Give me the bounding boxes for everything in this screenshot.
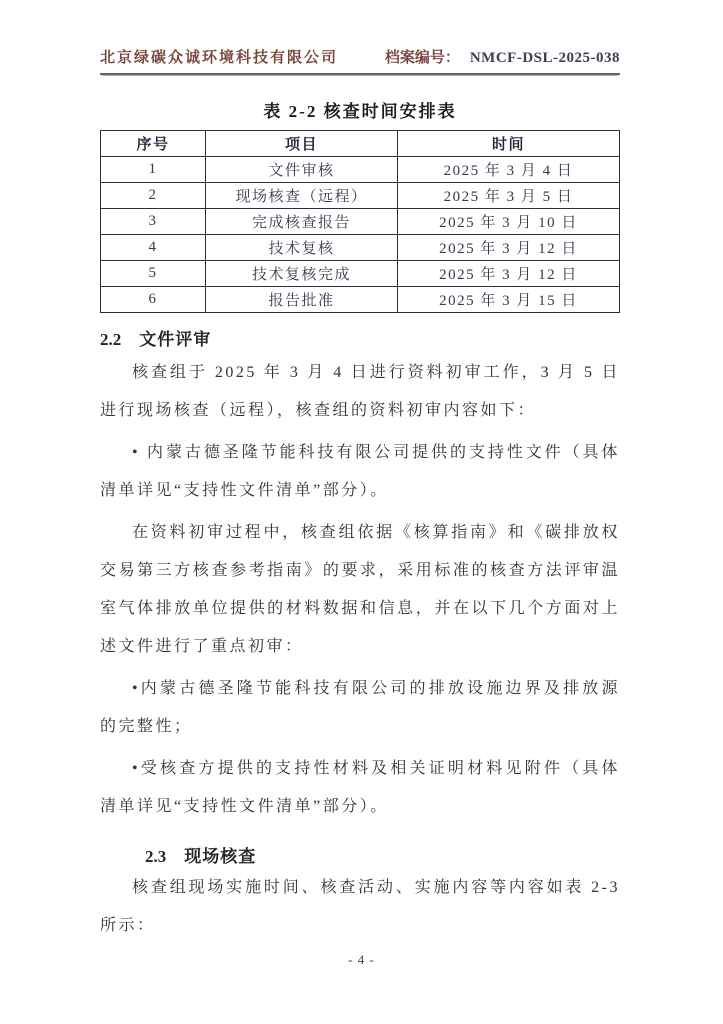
page-header bbox=[100, 46, 620, 75]
col-header-time: 时间 bbox=[398, 131, 620, 157]
cell-time: 2025 年 3 月 4 日 bbox=[398, 157, 620, 183]
table-row bbox=[101, 261, 620, 287]
cell-time: 2025 年 3 月 5 日 bbox=[398, 183, 620, 209]
file-number-label: 档案编号： bbox=[384, 50, 460, 66]
table-row bbox=[101, 157, 620, 183]
bullet-evidence-materials: •受核查方提供的支持性材料及相关证明材料见附件（具体清单详见“支持性文件清单”部分）。 bbox=[100, 760, 620, 815]
paragraph-intro-review: 核查组于 2025 年 3 月 4 日进行资料初审工作，3 月 5 日进行现场核查（远程），核查组的资料初审内容如下： bbox=[100, 364, 620, 419]
cell-index: 4 bbox=[101, 235, 206, 261]
cell-item: 文件审核 bbox=[206, 157, 398, 183]
cell-item: 技术复核 bbox=[206, 235, 398, 261]
table-row bbox=[101, 183, 620, 209]
cell-item: 报告批准 bbox=[206, 287, 398, 313]
table-title: 表 2-2 核查时间安排表 bbox=[263, 102, 457, 121]
paragraph-review-basis: 在资料初审过程中，核查组依据《核算指南》和《碳排放权交易第三方核查参考指南》的要求，采用标准的核查方法评审温室气体排放单位提供的材料数据和信息，并在以下几个方面对上述文件进行了重点初审： bbox=[100, 524, 620, 655]
cell-index: 6 bbox=[101, 287, 206, 313]
cell-time: 2025 年 3 月 15 日 bbox=[398, 287, 620, 313]
cell-time: 2025 年 3 月 10 日 bbox=[398, 209, 620, 235]
bullet-supporting-docs: • 内蒙古德圣隆节能科技有限公司提供的支持性文件（具体清单详见“支持性文件清单”部分）。 bbox=[100, 444, 620, 499]
section-heading-2-2 bbox=[100, 325, 620, 350]
cell-time: 2025 年 3 月 12 日 bbox=[398, 235, 620, 261]
file-number-code: NMCF-DSL-2025-038 bbox=[469, 50, 620, 66]
section-number: 2.2 bbox=[100, 330, 122, 349]
paragraph-onsite-intro: 核查组现场实施时间、核查活动、实施内容等内容如表 2-3 所示： bbox=[100, 879, 620, 934]
table-row bbox=[101, 235, 620, 261]
page-number: - 4 - bbox=[348, 952, 375, 967]
cell-index: 1 bbox=[101, 157, 206, 183]
cell-item: 技术复核完成 bbox=[206, 261, 398, 287]
table-row bbox=[101, 287, 620, 313]
cell-index: 3 bbox=[101, 209, 206, 235]
bullet-boundary-completeness: •内蒙古德圣隆节能科技有限公司的排放设施边界及排放源的完整性； bbox=[100, 680, 620, 735]
section-heading-2-3 bbox=[145, 842, 620, 867]
schedule-table bbox=[100, 130, 620, 313]
col-header-index: 序号 bbox=[101, 131, 206, 157]
col-header-item: 项目 bbox=[206, 131, 398, 157]
section-number: 2.3 bbox=[145, 847, 167, 866]
table-row bbox=[101, 209, 620, 235]
table-header-row bbox=[101, 131, 620, 157]
cell-item: 完成核查报告 bbox=[206, 209, 398, 235]
cell-index: 2 bbox=[101, 183, 206, 209]
section-title: 现场核查 bbox=[184, 847, 257, 866]
section-title: 文件评审 bbox=[139, 330, 212, 349]
file-number bbox=[385, 46, 620, 67]
cell-time: 2025 年 3 月 12 日 bbox=[398, 261, 620, 287]
cell-index: 5 bbox=[101, 261, 206, 287]
company-name: 北京绿碳众诚环境科技有限公司 bbox=[100, 50, 339, 66]
cell-item: 现场核查（远程） bbox=[206, 183, 398, 209]
